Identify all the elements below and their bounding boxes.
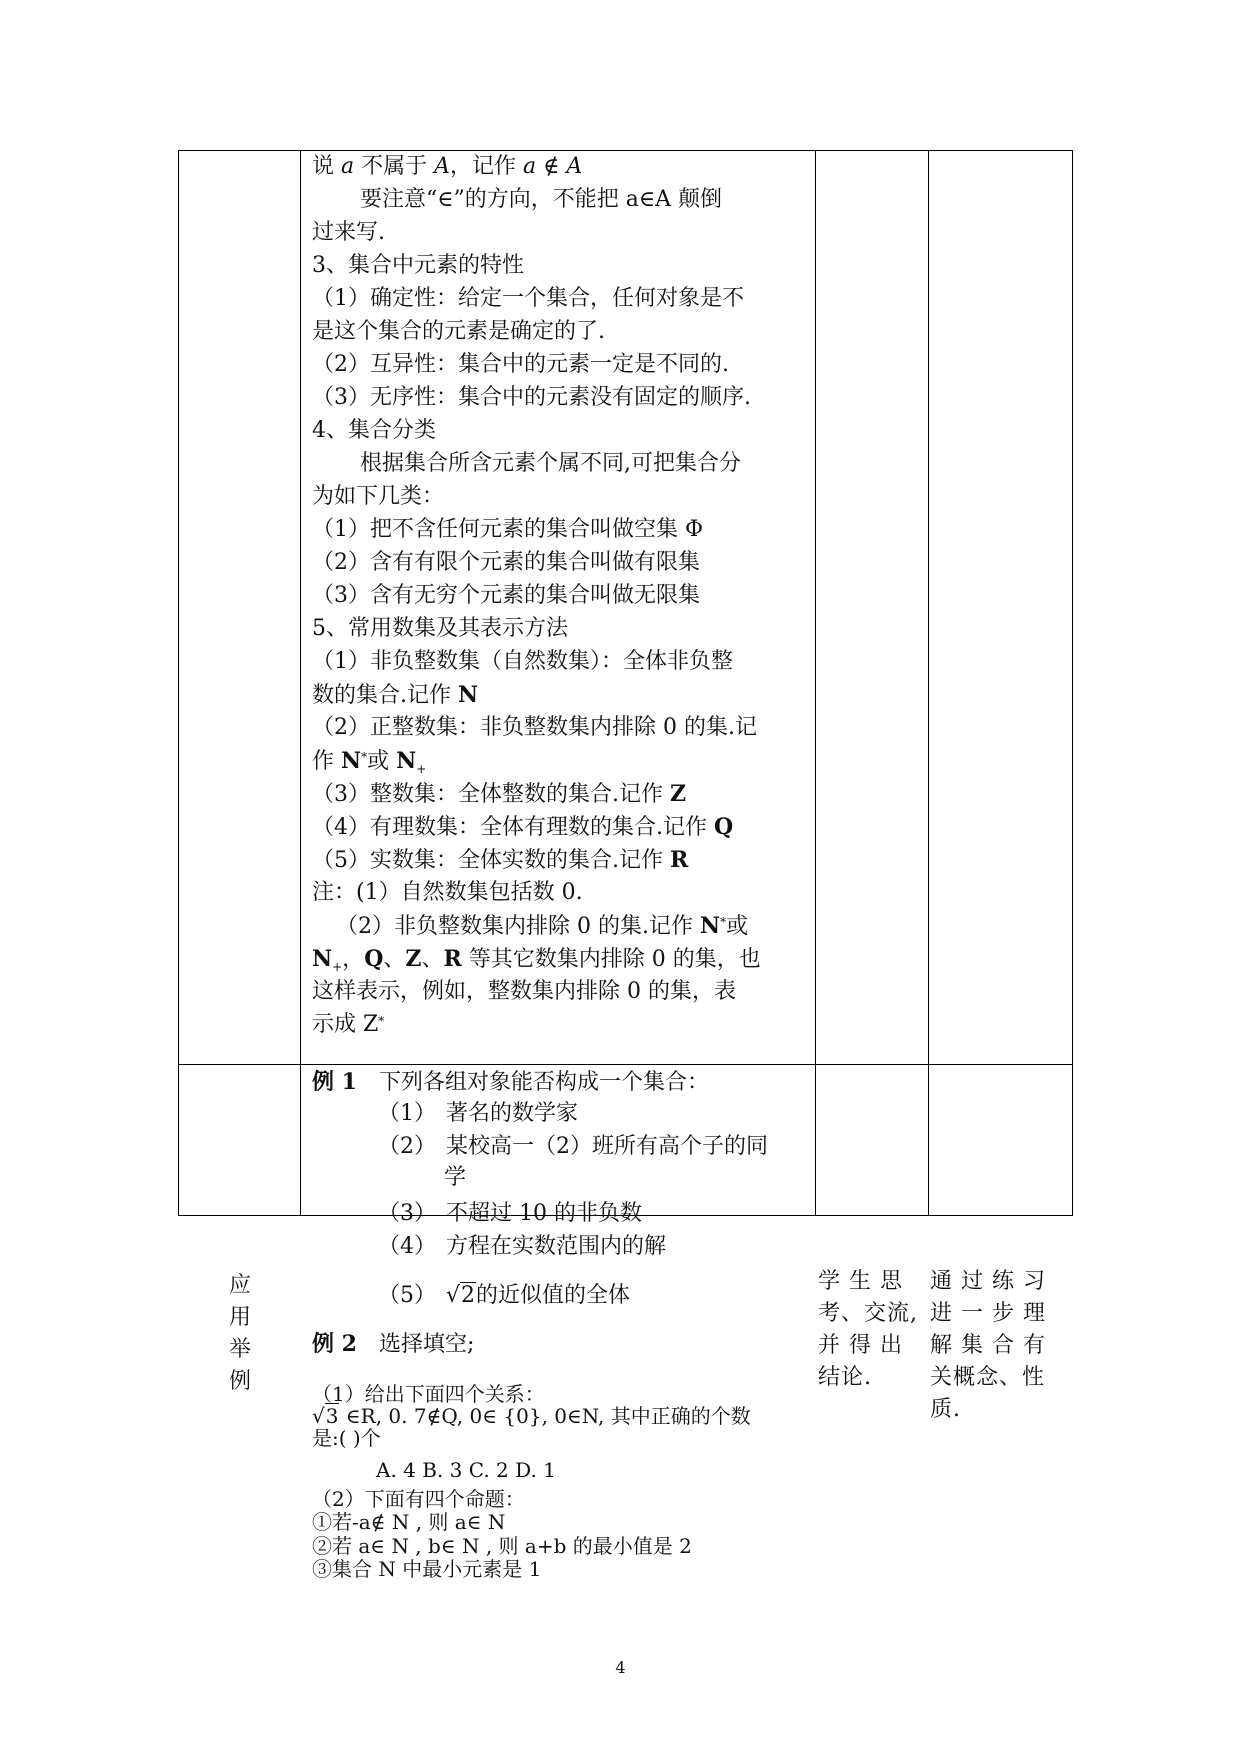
column-divider	[300, 150, 301, 1216]
sqrt-symbol: √2	[446, 1283, 476, 1308]
examples-cell	[312, 1069, 802, 1581]
text-line: 要注意“∈”的方向，不能把 a∈A 颠倒	[360, 187, 723, 212]
example-1-heading: 例 1 下列各组对象能否构成一个集合：	[312, 1069, 709, 1095]
text-line: （2）含有有限个元素的集合叫做有限集	[312, 550, 700, 575]
text-line: （2）互异性：集合中的元素一定是不同的.	[312, 352, 729, 377]
text-line: 数的集合.记作 N	[312, 682, 479, 708]
question-1-options: A. 4 B. 3 C. 2 D. 1	[376, 1458, 556, 1482]
student-activity-cell: 学 生 思 考、交流, 并 得 出 结论.	[818, 1269, 918, 1390]
text-line: 为如下几类：	[312, 484, 445, 509]
example-1-item-5: （5） √2的近似值的全体	[378, 1283, 631, 1308]
column-divider	[815, 150, 816, 1216]
question-1-blank: 是:( )个	[312, 1426, 381, 1450]
text-line: 说 a 不属于 A，记作 a ∉ A	[312, 154, 583, 179]
note-line: 注：(1）自然数集包括数 0.	[312, 880, 583, 905]
text-line: 是这个集合的元素是确定的了.	[312, 319, 605, 344]
note-line: 这样表示，例如，整数集内排除 0 的集，表	[312, 979, 736, 1004]
text-line: 作 N*或 $N_+$	[312, 748, 427, 776]
text-line: （1）确定性：给定一个集合，任何对象是不	[312, 286, 744, 311]
note-line: （2）非负整数集内排除 0 的集.记作 N*或	[336, 913, 749, 939]
question-2-item-1: ①若-a∉ N , 则 a∈ N	[312, 1510, 506, 1534]
section-heading: 4、集合分类	[312, 418, 436, 443]
section-heading: 5、常用数集及其表示方法	[312, 616, 568, 641]
sqrt-symbol: √3	[312, 1404, 339, 1428]
note-line: 示成 Z*	[312, 1012, 385, 1037]
example-1-item-4: （4） 方程在实数范围内的解	[378, 1234, 667, 1259]
question-2-item-3: ③集合 N 中最小元素是 1	[312, 1557, 542, 1581]
text-line: （3）含有无穷个元素的集合叫做无限集	[312, 583, 700, 608]
text-line: （5）实数集：全体实数的集合.记作 R	[312, 847, 689, 873]
text-line: （1）把不含任何元素的集合叫做空集 Φ	[312, 517, 704, 542]
section-label-application-examples: 应 用 举 例	[228, 1273, 251, 1394]
text-line: （3）无序性：集合中的元素没有固定的顺序.	[312, 385, 751, 410]
table-border-top	[178, 150, 1073, 151]
table-border-right	[1072, 150, 1073, 1216]
question-1: （1）给出下面四个关系：	[312, 1382, 545, 1406]
example-1-item-2: （2） 某校高一（2）班所有高个子的同	[378, 1134, 768, 1159]
note-line: $N_+$，Q、Z、R 等其它数集内排除 0 的集，也	[312, 946, 761, 974]
question-1-relations: √3 ∈R, 0. 7∉Q, 0∈ {0}, 0∈N, 其中正确的个数	[312, 1404, 751, 1428]
text-line: 根据集合所含元素个属不同,可把集合分	[360, 451, 741, 476]
upper-content-cell	[312, 154, 802, 1054]
example-1-item-2-cont: 学	[444, 1165, 467, 1190]
column-divider	[928, 150, 929, 1216]
table-border-left	[178, 150, 179, 1216]
row-divider	[178, 1064, 1073, 1065]
text-line: （2）正整数集：非负整数集内排除 0 的集.记	[312, 715, 757, 740]
text-line: 过来写.	[312, 220, 385, 245]
text-line: （4）有理数集：全体有理数的集合.记作 Q	[312, 814, 734, 840]
example-1-item-3: （3） 不超过 10 的非负数	[378, 1201, 642, 1226]
question-2: （2）下面有四个命题：	[312, 1487, 525, 1511]
text-line: （1）非负整数集（自然数集）：全体非负整	[312, 649, 733, 674]
example-1-item-1: （1） 著名的数学家	[378, 1101, 579, 1126]
design-intent-cell: 通 过 练 习 进 一 步 理 解 集 合 有 关概念、性 质.	[930, 1269, 1046, 1422]
example-2-heading: 例 2 选择填空;	[312, 1331, 475, 1357]
question-2-item-2: ②若 a∈ N , b∈ N , 则 a+b 的最小值是 2	[312, 1534, 692, 1558]
section-heading: 3、集合中元素的特性	[312, 253, 524, 278]
text-line: （3）整数集：全体整数的集合.记作 Z	[312, 781, 687, 807]
page-number: 4	[615, 1658, 626, 1677]
